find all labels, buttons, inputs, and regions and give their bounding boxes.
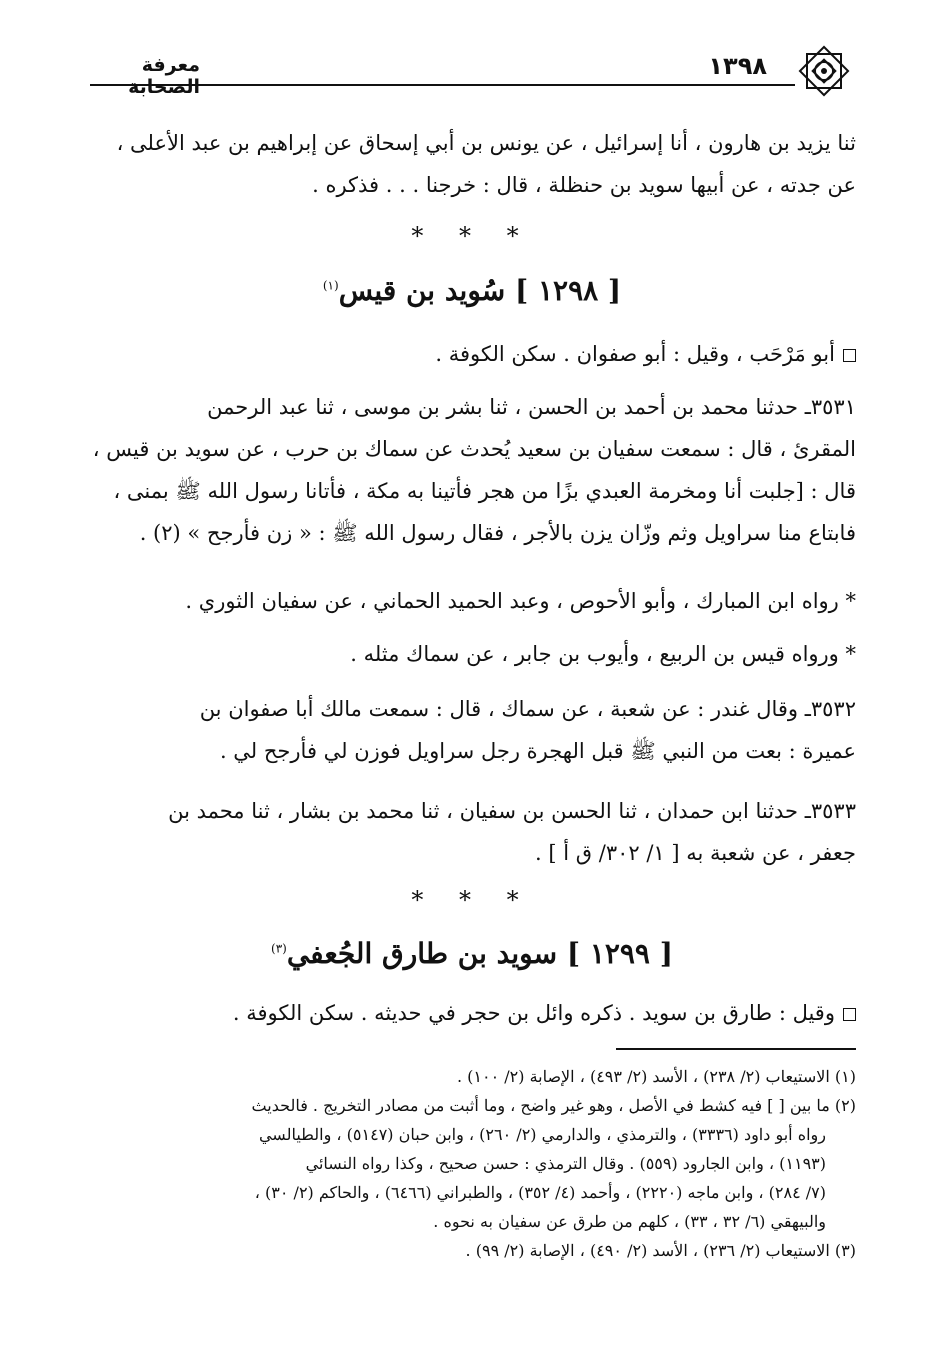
footnote-reference: (١) [322, 278, 339, 293]
octagonal-star-ornament-icon [793, 40, 855, 102]
text-line: فابتاع منا سراويل وثم وزّان يزن بالأجر ، فقال رسول الله ﷺ : « زن فأرجح » (٢) . [139, 521, 856, 545]
chapter-title: [ ١٢٩٨ ] سُويد بن قيس [338, 274, 622, 307]
narration-note [91, 580, 856, 622]
intro-text: أبو مَرْحَب ، وقيل : أبو صفوان . سكن الكوفة . [435, 342, 835, 366]
text-line: عن جدته ، عن أبيها سويد بن حنظلة ، قال : خرجنا . . . فذكره . [312, 173, 856, 197]
text-line: ثنا يزيد بن هارون ، أنا إسرائيل ، عن يونس بن أبي إسحاق عن إبراهيم بن عبد الأعلى ، [116, 131, 856, 155]
text-line: * ورواه قيس بن الربيع ، وأيوب بن جابر ، عن سماك مثله . [350, 642, 856, 666]
square-bullet-icon [843, 349, 856, 362]
section-separator: * * * [411, 886, 533, 914]
chapter-intro [91, 333, 856, 375]
footnote-rule [616, 1048, 856, 1050]
text-line: عميرة : بعت من النبي ﷺ قبل الهجرة رجل سراويل فوزن لي فأرجح لي . [219, 739, 856, 763]
section-separator: * * * [411, 222, 533, 250]
footnote-2-line: (٧/ ٢٨٤) ، وابن ماجه (٢٢٢٠) ، وأحمد (٤/ ٣٥٢) ، والطبراني (٦٤٦٦) ، والحاكم (٢/ ٣٠) ، [254, 1183, 826, 1202]
hadith-3532 [91, 688, 856, 772]
footnote-2-line: والبيهقي (٦/ ٣٢ ، ٣٣) ، كلهم من طرق عن سفيان به نحوه . [433, 1212, 826, 1231]
text-line: المقرئ ، قال : سمعت سفيان بن سعيد يُحدث عن سماك بن حرب ، عن سويد بن قيس ، [92, 437, 856, 461]
text-line: * رواه ابن المبارك ، وأبو الأحوص ، وعبد الحميد الحماني ، عن سفيان الثوري . [185, 589, 856, 613]
footnotes [91, 1062, 856, 1265]
text-line: ٣٥٣٣ـ حدثنا ابن حمدان ، ثنا الحسن بن سفيان ، ثنا محمد بن بشار ، ثنا محمد بن [168, 799, 856, 823]
footnote-3: (٣) الاستيعاب (٢/ ٢٣٦) ، الأسد (٢/ ٤٩٠) ، الإصابة (٢/ ٩٩) . [465, 1241, 856, 1260]
chapter-intro [91, 992, 856, 1034]
footnote-2-line: (١١٩٣) ، وابن الجارود (٥٥٩) . وقال الترمذي : حسن صحيح ، وكذا رواه النسائي [305, 1154, 826, 1173]
footnote-2: (٢) ما بين [ ] فيه كشط في الأصل ، وهو غير واضح ، وما أثبت من مصادر التخريج . فالحديث [251, 1096, 856, 1115]
footnote-2-line: رواه أبو داود (٣٣٣٦) ، والترمذي ، والدارمي (٢/ ٢٦٠) ، وابن حبان (٥١٤٧) ، والطيالسي [258, 1125, 826, 1144]
chapter-heading [0, 274, 944, 307]
hadith-3531 [91, 386, 856, 554]
footnote-1: (١) الاستيعاب (٢/ ٢٣٨) ، الأسد (٢/ ٤٩٣) ، الإصابة (٢/ ١٠٠) . [456, 1067, 856, 1086]
chapter-heading [0, 937, 944, 970]
running-title: معرفة الصحابة [128, 54, 200, 98]
text-line: ٣٥٣٢ـ وقال غندر : عن شعبة ، عن سماك ، قال : سمعت مالك أبا صفوان بن [199, 697, 856, 721]
text-line: ٣٥٣١ـ حدثنا محمد بن أحمد بن الحسن ، ثنا بشر بن موسى ، ثنا عبد الرحمن [207, 395, 856, 419]
footnote-reference: (٣) [271, 941, 287, 956]
text-line: جعفر ، عن شعبة به [ ١/ ٣٠٢/ ق أ ] . [535, 841, 856, 865]
narration-note [91, 633, 856, 675]
hadith-3533 [91, 790, 856, 874]
page-number: ١٣٩٨ [708, 52, 767, 80]
header-rule [90, 84, 795, 86]
running-header [90, 48, 855, 98]
intro-text: وقيل : طارق بن سويد . ذكره وائل بن حجر في حديثه . سكن الكوفة . [232, 1001, 835, 1025]
text-line: قال : [جلبت أنا ومخرمة العبدي بزًا من هجر فأتينا به مكة ، فأتانا رسول الله ﷺ بمنى ، [113, 479, 856, 503]
chapter-title: [ ١٢٩٩ ] سويد بن طارق الجُعفي [286, 937, 673, 970]
continued-paragraph [91, 122, 856, 206]
square-bullet-icon [843, 1008, 856, 1021]
